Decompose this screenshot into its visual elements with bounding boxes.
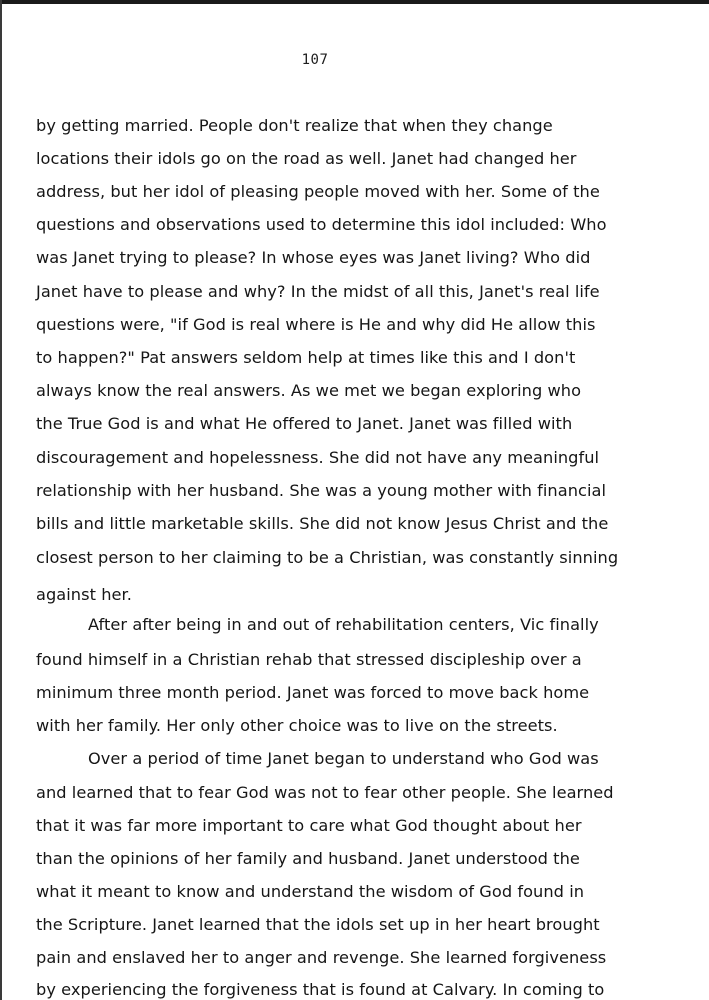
body-line: relationship with her husband. She was a young mother with financial xyxy=(36,481,607,500)
body-line: the Scripture. Janet learned that the idols set up in her heart brought xyxy=(36,915,600,934)
body-line: by getting married. People don't realize that when they change xyxy=(36,116,553,135)
body-line: questions and observations used to determine this idol included: Who xyxy=(36,215,607,234)
body-line: discouragement and hopelessness. She did not have any meaningful xyxy=(36,448,600,467)
body-line: with her family. Her only other choice was to live on the streets. xyxy=(36,716,558,735)
body-line: questions were, "if God is real where is He and why did He allow this xyxy=(36,315,596,334)
body-line: to happen?" Pat answers seldom help at times like this and I don't xyxy=(36,348,576,367)
body-line: what it meant to know and understand the wisdom of God found in xyxy=(36,882,585,901)
paragraph-start-line: Over a period of time Janet began to understand who God was xyxy=(88,749,599,768)
body-line: closest person to her claiming to be a Christian, was constantly sinning xyxy=(36,548,619,567)
body-line: that it was far more important to care what God thought about her xyxy=(36,816,582,835)
body-line: locations their idols go on the road as well. Janet had changed her xyxy=(36,149,577,168)
body-line: was Janet trying to please? In whose eyes was Janet living? Who did xyxy=(36,248,591,267)
scan-top-edge xyxy=(0,0,709,4)
body-line: found himself in a Christian rehab that stressed discipleship over a xyxy=(36,650,582,669)
body-line: bills and little marketable skills. She did not know Jesus Christ and the xyxy=(36,514,609,533)
body-line: pain and enslaved her to anger and revenge. She learned forgiveness xyxy=(36,948,607,967)
body-line: and learned that to fear God was not to fear other people. She learned xyxy=(36,783,614,802)
body-line: by experiencing the forgiveness that is found at Calvary. In coming to xyxy=(36,980,605,999)
scan-left-edge xyxy=(0,0,2,1000)
body-line: always know the real answers. As we met we began exploring who xyxy=(36,381,582,400)
body-line: than the opinions of her family and husband. Janet understood the xyxy=(36,849,580,868)
body-line: the True God is and what He offered to Janet. Janet was filled with xyxy=(36,414,573,433)
body-line: against her. xyxy=(36,585,132,604)
body-line: address, but her idol of pleasing people moved with her. Some of the xyxy=(36,182,600,201)
paragraph-start-line: After after being in and out of rehabilitation centers, Vic finally xyxy=(88,615,599,634)
body-line: minimum three month period. Janet was forced to move back home xyxy=(36,683,590,702)
page-number: 107 xyxy=(301,52,329,68)
body-line: Janet have to please and why? In the midst of all this, Janet's real life xyxy=(36,282,600,301)
